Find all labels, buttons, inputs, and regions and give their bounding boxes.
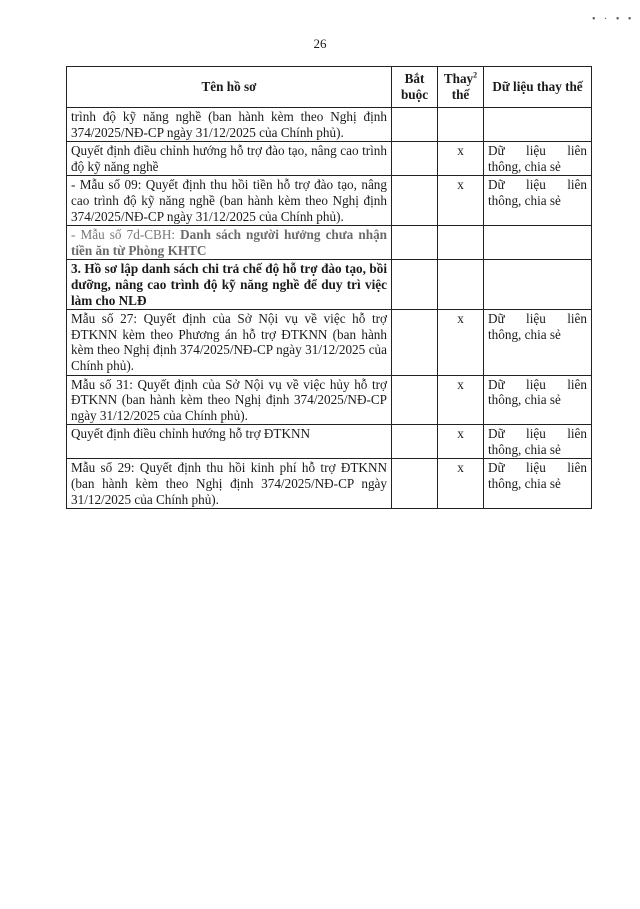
footnote-mark: 2 <box>473 71 478 81</box>
document-table <box>66 66 592 509</box>
row-data <box>484 108 592 142</box>
row-required <box>392 142 438 176</box>
table-row <box>67 226 592 260</box>
row-name <box>67 226 392 260</box>
row-name: Mẫu số 27: Quyết định của Sở Nội vụ về việc hỗ trợ ĐTKNN kèm theo Phương án hỗ trợ ĐTKNN (ban hành kèm theo Nghị định 374/2025/NĐ-CP ngày 31/12/2025 của Chính phủ). <box>67 310 392 375</box>
page-number: 26 <box>313 36 327 51</box>
row-data: Dữ liệu liên thông, chia sẻ <box>484 176 592 226</box>
row-required <box>392 260 438 310</box>
row-required <box>392 459 438 509</box>
row-required <box>392 375 438 425</box>
row-data: Dữ liệu liên thông, chia sẻ <box>484 310 592 375</box>
row-name: Mẫu số 29: Quyết định thu hồi kinh phí hỗ trợ ĐTKNN (ban hành kèm theo Nghị định 374/2025/NĐ-CP ngày 31/12/2025 của Chính phủ). <box>67 459 392 509</box>
table-header-row <box>67 67 592 108</box>
header-replace-suffix: thế <box>451 87 470 102</box>
row-data: Dữ liệu liên thông, chia sẻ <box>484 425 592 459</box>
row-data: Dữ liệu liên thông, chia sẻ <box>484 142 592 176</box>
row-data: Dữ liệu liên thông, chia sẻ <box>484 459 592 509</box>
row-replace: x <box>438 459 484 509</box>
row-data <box>484 260 592 310</box>
row-required <box>392 425 438 459</box>
row-replace: x <box>438 176 484 226</box>
row-required <box>392 108 438 142</box>
row-name-prefix: - Mẫu số 7d-CBH: <box>71 227 181 243</box>
table-row <box>67 310 592 375</box>
corner-mark: • · • • <box>592 14 635 25</box>
table-row <box>67 176 592 226</box>
row-replace: x <box>438 310 484 375</box>
header-replace-text: Thay <box>443 71 474 87</box>
table-row <box>67 459 592 509</box>
header-name: Tên hồ sơ <box>67 67 392 108</box>
section-heading: 3. Hồ sơ lập danh sách chi trả chế độ hỗ trợ đào tạo, bồi dưỡng, nâng cao trình độ kỹ năng nghề để duy trì việc làm cho NLĐ <box>67 260 392 310</box>
section-row <box>67 260 592 310</box>
header-data: Dữ liệu thay thế <box>484 67 592 108</box>
row-required <box>392 176 438 226</box>
table-row <box>67 142 592 176</box>
row-replace <box>438 226 484 260</box>
row-data: Dữ liệu liên thông, chia sẻ <box>484 375 592 425</box>
row-name: Quyết định điều chỉnh hướng hỗ trợ đào tạo, nâng cao trình độ kỹ năng nghề <box>67 142 392 176</box>
row-name: trình độ kỹ năng nghề (ban hành kèm theo Nghị định 374/2025/NĐ-CP ngày 31/12/2025 của Chính phủ). <box>67 108 392 142</box>
row-name-bold: Danh sách người hưởng chưa nhận tiền ăn từ Phòng KHTC <box>71 227 387 258</box>
row-replace: x <box>438 425 484 459</box>
table-row <box>67 108 592 142</box>
row-required <box>392 310 438 375</box>
table-row <box>67 375 592 425</box>
row-name: - Mẫu số 09: Quyết định thu hồi tiền hỗ trợ đào tạo, nâng cao trình độ kỹ năng nghề (ban hành kèm theo Nghị định 374/2025/NĐ-CP ngày 31/12/2025 của Chính phủ). <box>67 176 392 226</box>
row-name: Quyết định điều chỉnh hướng hỗ trợ ĐTKNN <box>67 425 392 459</box>
row-data <box>484 226 592 260</box>
row-replace: x <box>438 142 484 176</box>
header-replace <box>438 67 484 108</box>
row-required <box>392 226 438 260</box>
header-required: Bắt buộc <box>392 67 438 108</box>
row-replace: x <box>438 375 484 425</box>
row-replace <box>438 108 484 142</box>
table-row <box>67 425 592 459</box>
row-replace <box>438 260 484 310</box>
row-name: Mẫu số 31: Quyết định của Sở Nội vụ về việc hủy hỗ trợ ĐTKNN (ban hành kèm theo Nghị định 374/2025/NĐ-CP ngày 31/12/2025 của Chính phủ). <box>67 375 392 425</box>
